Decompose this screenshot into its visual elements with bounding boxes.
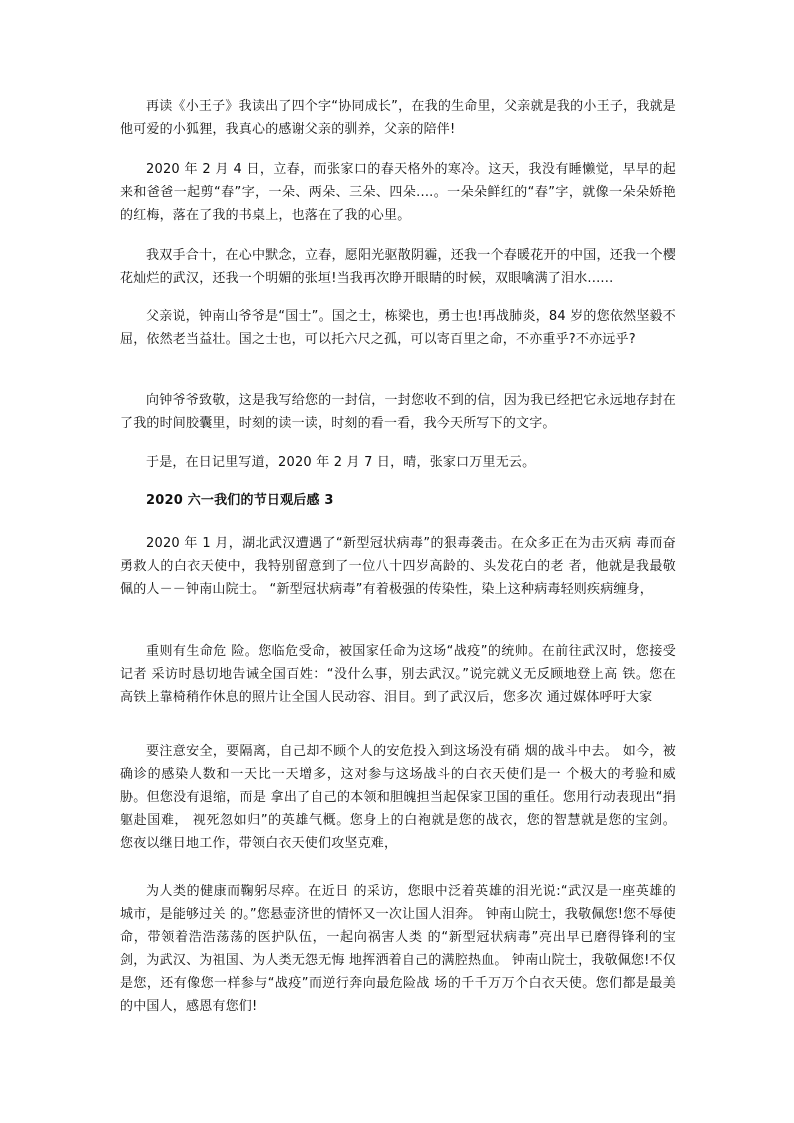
paragraph-leadership: 重则有生命危 险。您临危受命，被国家任命为这场“战疫”的统帅。在前往武汉时，您接受记者 采访时恳切地告诫全国百姓：“没什么事，别去武汉。”说完就义无反顾地登上高 铁。您在高铁上靠椅稍作休息的照片让全国人民动容、泪目。到了武汉后，您多次 通过媒体呼吁大家 (120, 644, 676, 705)
paragraph-diary: 于是，在日记里写道，2020 年 2 月 7 日，晴，张家口万里无云。 (146, 455, 536, 470)
paragraph-letter: 向钟爷爷致敬，这是我写给您的一封信，一封您收不到的信，因为我已经把它永远地存封在了我的时间胶囊里，时刻的读一读，时刻的看一看，我今天所写下的文字。 (120, 393, 676, 431)
section-title: 2020 六一我们的节日观后感 3 (146, 493, 334, 508)
paragraph-guoshi: 父亲说，钟南山爷爷是“国士”。国之士，栋梁也，勇士也!再战肺炎，84 岁的您依然坚毅不屈，依然老当益壮。国之士也，可以托六尺之孤，可以寄百里之命，不亦重乎?不亦远乎? (120, 309, 676, 347)
paragraph-spring-day: 2020 年 2 月 4 日，立春，而张家口的春天格外的寒冷。这天，我没有睡懒觉，早早的起来和爸爸一起剪“春”字，一朵、两朵、三朵、四朵....。一朵朵鲜红的“春”字，就像一朵朵娇艳的红梅，落在了我的书桌上，也落在了我的心里。 (120, 162, 676, 223)
paragraph-wuhan-outbreak: 2020 年 1 月，湖北武汉遭遇了“新型冠状病毒”的狠毒袭击。在众多正在为击灭病 毒而奋勇救人的白衣天使中，我特别留意到了一位八十四岁高龄的、头发花白的老 者，他就是我最敬佩的人－－钟南山院士。 “新型冠状病毒”有着极强的传染性，染上这种病毒轻则疾病缠身， (120, 536, 676, 597)
paragraph-frontline: 要注意安全，要隔离，自己却不顾个人的安危投入到这场没有硝 烟的战斗中去。 如今，被确诊的感染人数和一天比一天增多，这对参与这场战斗的白衣天使们是一 个极大的考验和威胁。但您没有退缩，而是 拿出了自己的本领和胆魄担当起保家卫国的重任。您用行动表现出“捐躯赴国难， 视死忽如归”的英雄气概。您身上的白袍就是您的战衣，您的智慧就是您的宝剑。 您夜以继日地工作，带领白衣天使们攻坚克难， (120, 744, 676, 851)
paragraph-gratitude: 为人类的健康而鞠躬尽瘁。在近日 的采访，您眼中泛着英雄的泪光说:“武汉是一座英雄的城市，是能够过关 的。”您悬壶济世的情怀又一次让国人泪奔。 钟南山院士，我敬佩您!您不辱使命，带领着浩浩荡荡的医护队伍，一起向祸害人类 的“新型冠状病毒”亮出早已磨得锋利的宝剑，为武汉、为祖国、为人类无怨无悔 地挥洒着自己的满腔热血。 钟南山院士，我敬佩您!不仅是您，还有像您一样参与“战疫”而逆行奔向最危险战 场的千千万万个白衣天使。您们都是最美的中国人，感恩有您们! (120, 884, 676, 1014)
paragraph-wish: 我双手合十，在心中默念，立春，愿阳光驱散阴霾，还我一个春暖花开的中国，还我一个樱花灿烂的武汉，还我一个明媚的张垣!当我再次睁开眼睛的时候，双眼噙满了泪水...... (120, 248, 676, 286)
paragraph-little-prince: 再读《小王子》我读出了四个字“协同成长”，在我的生命里，父亲就是我的小王子，我就是他可爱的小狐狸，我真心的感谢父亲的驯养，父亲的陪伴! (120, 99, 676, 137)
